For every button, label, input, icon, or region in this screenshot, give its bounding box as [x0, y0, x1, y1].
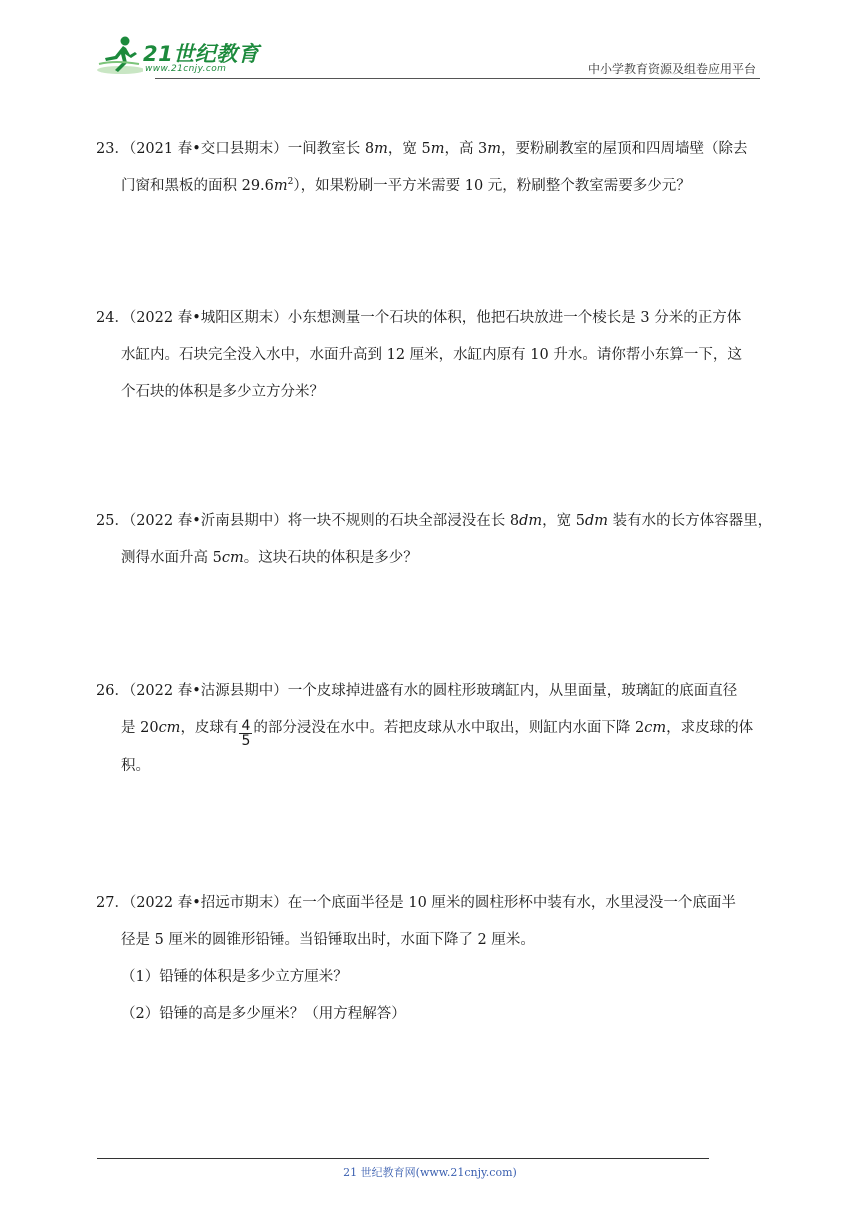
problem-26-line-1: 26．（2022 春•沽源县期中）一个皮球掉进盛有水的圆柱形玻璃缸内，从里面量，玻璃缸的底面直径: [96, 683, 738, 699]
problem-source: （2022 春•沽源县期中）: [128, 683, 288, 699]
logo-url: www.21cnjy.com: [145, 64, 227, 74]
problem-number: 25．: [96, 513, 129, 529]
problem-number: 23．: [96, 141, 129, 157]
problem-23-line-2: 门窗和黑板的面积 $29.6m^2$），如果粉刷一平方米需要 10 元，粉刷整个教室需要多少元？: [121, 177, 691, 194]
problem-27: [96, 885, 764, 1033]
runner-icon: [95, 34, 143, 76]
problem-source: （2022 春•沂南县期中）: [128, 513, 288, 529]
problem-number: 24．: [96, 310, 129, 326]
problem-number: 26．: [96, 683, 129, 699]
problem-24-line-3: 个石块的体积是多少立方分米？: [121, 384, 324, 400]
problem-source: （2022 春•招远市期末）: [128, 895, 288, 911]
problem-source: （2022 春•城阳区期末）: [128, 310, 288, 326]
problem-24: [96, 300, 764, 411]
problem-25: [96, 503, 773, 577]
problem-source: （2021 春•交口县期末）: [128, 141, 288, 157]
problem-26-line-3: 积。: [121, 758, 150, 774]
footer-divider: [97, 1158, 709, 1159]
problem-24-line-1: 24．（2022 春•城阳区期末）小东想测量一个石块的体积，他把石块放进一个棱长是 3 分米的正方体: [96, 310, 742, 326]
problem-26: [96, 673, 764, 785]
problem-number: 27．: [96, 895, 129, 911]
problem-23-line-1: 23．（2021 春•交口县期末）一间教室长 8m，宽 5m，高 3m，要粉刷教室的屋顶和四周墙壁（除去: [96, 141, 748, 157]
footer-text: 21 世纪教育网(www.21cnjy.com): [343, 1166, 517, 1179]
page-header: [95, 30, 760, 80]
problem-26-line-2: 是 20cm，皮球有 $\frac{4}{5}$ 的部分浸没在水中。若把皮球从水中取出，则缸内水面下降 2cm，求皮球的体: [121, 718, 754, 749]
problem-27-subquestion-1: （1）铅锤的体积是多少立方厘米？: [121, 969, 348, 985]
problem-27-line-1: 27．（2022 春•招远市期末）在一个底面半径是 10 厘米的圆柱形杯中装有水，水里浸没一个底面半: [96, 895, 736, 911]
logo: [95, 34, 265, 76]
fraction-four-fifths: $\frac{4}{5}$: [241, 718, 251, 749]
header-divider: [155, 78, 760, 79]
problem-27-subquestion-2: （2）铅锤的高是多少厘米？（用方程解答）: [121, 1006, 406, 1022]
header-platform-text: 中小学教育资源及组卷应用平台: [587, 62, 756, 76]
problem-23: [96, 131, 764, 205]
problem-25-line-1: 25．（2022 春•沂南县期中）将一块不规则的石块全部浸没在长 8dm，宽 5dm 装有水的长方体容器里，: [96, 513, 773, 529]
problem-25-line-2: 测得水面升高 5cm。这块石块的体积是多少？: [121, 550, 418, 566]
logo-text: 21世纪教育: [143, 42, 260, 66]
problem-27-line-2: 径是 5 厘米的圆锥形铅锤。当铅锤取出时，水面下降了 2 厘米。: [121, 932, 535, 948]
problem-24-line-2: 水缸内。石块完全没入水中，水面升高到 12 厘米，水缸内原有 10 升水。请你帮小东算一下，这: [121, 347, 742, 363]
